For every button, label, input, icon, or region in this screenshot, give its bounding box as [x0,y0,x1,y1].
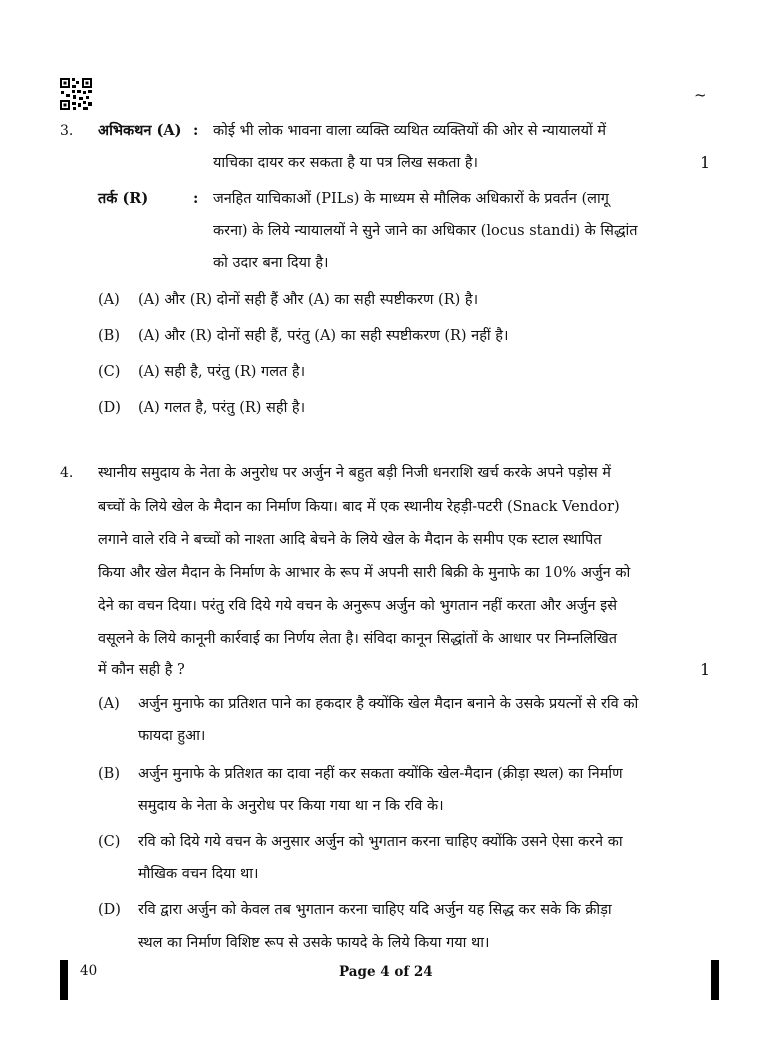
q4-option-d-line-1: रवि द्वारा अर्जुन को केवल तब भुगतान करना चाहिए यदि अर्जुन यह सिद्ध कर सके कि क्रीड़ा [138,902,612,918]
q4-option-b-line-2: समुदाय के नेता के अनुरोध पर किया गया था न कि रवि के। [138,798,444,814]
reason-line-2: करना) के लिये न्यायालयों ने सुने जाने का अधिकार (locus standi) के सिद्धांत [213,223,638,239]
q4-option-b-label: (B) [98,766,120,782]
question-4-marks: 1 [700,660,711,679]
q4-option-c-line-2: मौखिक वचन दिया था। [138,866,259,882]
assertion-line-2: याचिका दायर कर सकता है या पत्र लिख सकता है। [213,155,479,171]
q3-option-b-label: (B) [98,328,120,344]
right-margin-bar [711,960,719,1000]
q4-option-a-line-1: अर्जुन मुनाफे का प्रतिशत पाने का हकदार है क्योंकि खेल मैदान बनाने के उसके प्रयत्नों से रवि को [138,696,639,712]
q4-stem-line-7: में कौन सही है ? [98,662,185,678]
q4-option-c-label: (C) [98,834,121,850]
reason-label: तर्क (R) [98,190,149,207]
reason-line-1: जनहित याचिकाओं (PILs) के माध्यम से मौलिक अधिकारों के प्रवर्तन (लागू [213,191,609,207]
paper-code: 40 [80,963,98,979]
reason-line-3: को उदार बना दिया है। [213,255,329,271]
q4-option-a-label: (A) [98,696,120,712]
q3-option-d-label: (D) [98,400,121,416]
assertion-colon: : [193,122,199,139]
q4-stem-line-3: लगाने वाले रवि ने बच्चों को नाश्ता आदि बेचने के लिये खेल के मैदान के समीप एक स्टाल स्थापित [98,532,602,548]
q3-option-b-text: (A) और (R) दोनों सही हैं, परंतु (A) का सही स्पष्टीकरण (R) नहीं है। [138,328,509,344]
q4-option-d-line-2: स्थल का निर्माण विशिष्ट रूप से उसके फायदे के लिये किया गया था। [138,935,490,951]
q4-stem-line-2: बच्चों के लिये खेल के मैदान का निर्माण किया। बाद में एक स्थानीय रेहड़ी-पटरी (Snack Vendor) [98,499,620,515]
q4-stem-line-1: स्थानीय समुदाय के नेता के अनुरोध पर अर्जुन ने बहुत बड़ी निजी धनराशि खर्च करके अपने पड़ोस में [98,465,611,481]
qr-code-icon [59,77,93,111]
q4-option-a-line-2: फायदा हुआ। [138,728,206,744]
q4-option-d-label: (D) [98,902,121,918]
q3-option-a-text: (A) और (R) दोनों सही हैं और (A) का सही स्पष्टीकरण (R) है। [138,292,479,308]
question-4-number: 4. [60,465,74,481]
q4-stem-line-5: देने का वचन दिया। परंतु रवि दिये गये वचन के अनुरूप अर्जुन को भुगतान नहीं करता और अर्जुन इसे [98,598,618,614]
q4-option-c-line-1: रवि को दिये गये वचन के अनुसार अर्जुन को भुगतान करना चाहिए क्योंकि उसने ऐसा करने का [138,834,623,850]
left-margin-bar [60,960,68,1000]
q4-option-b-line-1: अर्जुन मुनाफे के प्रतिशत का दावा नहीं कर सकता क्योंकि खेल-मैदान (क्रीड़ा स्थल) का निर्माण [138,766,623,782]
q4-stem-line-4: किया और खेल मैदान के निर्माण के आभार के रूप में अपनी सारी बिक्री के मुनाफे का 10% अर्जुन को [98,565,631,581]
q3-option-c-text: (A) सही है, परंतु (R) गलत है। [138,364,306,380]
question-3-marks: 1 [700,153,711,172]
question-3-number: 3. [60,123,74,139]
assertion-line-1: कोई भी लोक भावना वाला व्यक्ति व्यथित व्यक्तियों की ओर से न्यायालयों में [213,123,607,139]
q3-option-d-text: (A) गलत है, परंतु (R) सही है। [138,400,306,416]
q4-stem-line-6: वसूलने के लिये कानूनी कार्रवाई का निर्णय लेता है। संविदा कानून सिद्धांतों के आधार पर निम्नलिखित [98,631,618,647]
assertion-label: अभिकथन (A) [98,122,182,139]
q3-option-a-label: (A) [98,292,120,308]
corner-mark: ~ [694,86,707,104]
page-number: Page 4 of 24 [339,964,433,980]
reason-colon: : [193,190,199,207]
q3-option-c-label: (C) [98,364,121,380]
